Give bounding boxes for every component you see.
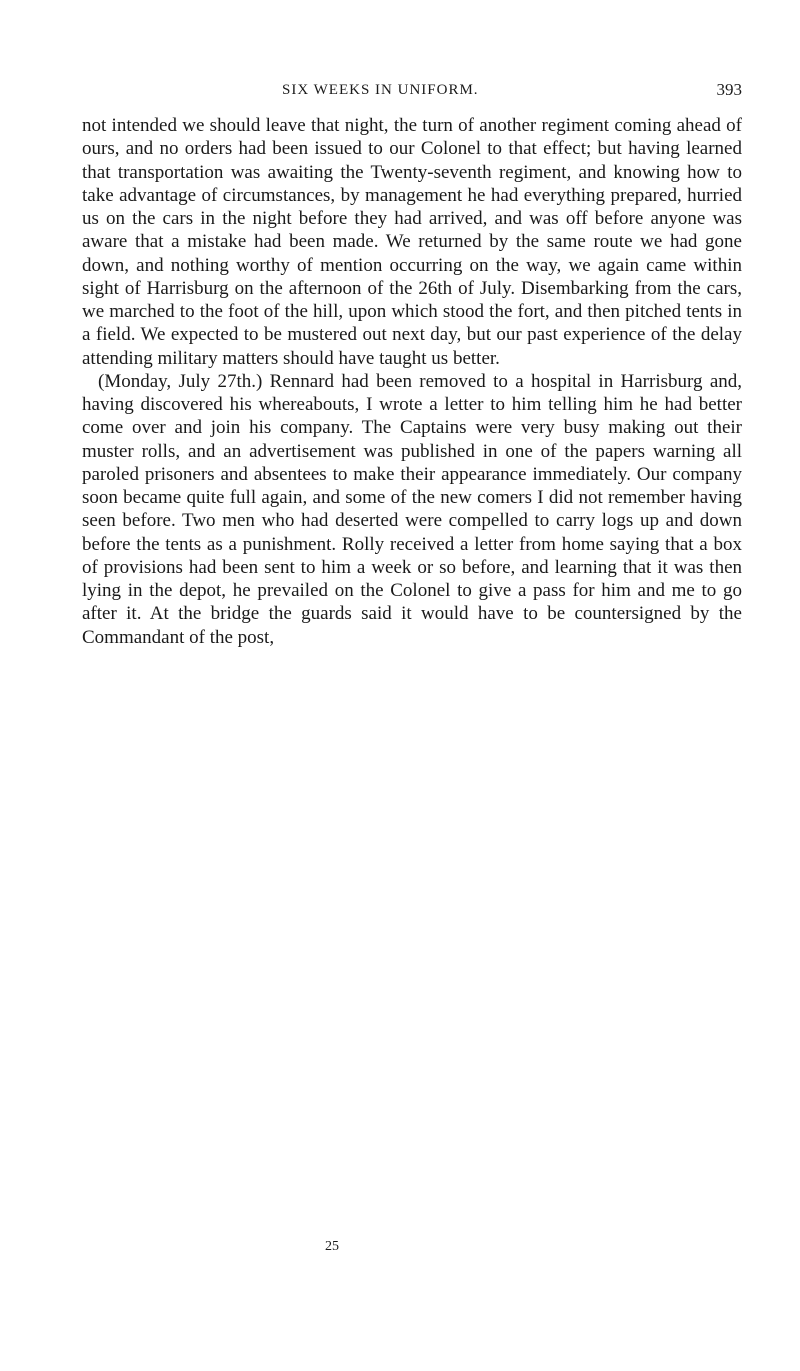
- book-page: [82, 78, 742, 649]
- running-title: SIX WEEKS IN UNIFORM.: [282, 82, 479, 98]
- running-head: [82, 78, 742, 104]
- page-number: 393: [716, 80, 742, 99]
- paragraph-monday: (Monday, July 27th.) Rennard had been removed to a hospital in Harrisburg and, having discovered his whereabouts, I wrote a letter to him telling him he had better come over and join his company. The Captains were very busy making out their muster rolls, and an advertisement was published in one of the papers warning all paroled prisoners and absentees to make their appearance immediately. Our company soon became quite full again, and some of the new comers I did not remember having seen before. Two men who had deserted were compelled to carry logs up and down before the tents as a punishment. Rolly received a letter from home saying that a box of provisions had been sent to him a week or so before, and learning that it was then lying in the depot, he prevailed on the Colonel to give a pass for him and me to go after it. At the bridge the guards said it would have to be countersigned by the Commandant of the post,: [82, 370, 742, 648]
- signature-mark: 25: [325, 1239, 339, 1254]
- body-text: [82, 114, 742, 649]
- paragraph-continuation: not intended we should leave that night, the turn of another regiment coming ahead of ours, and no orders had been issued to our Colonel to that effect; but having learned that transportation was awaiting the Twenty-seventh regiment, and knowing how to take advantage of circumstances, by management he had everything prepared, hurried us on the cars in the night before they had arrived, and was off before anyone was aware that a mistake had been made. We returned by the same route we had gone down, and nothing worthy of mention occurring on the way, we again came within sight of Harrisburg on the afternoon of the 26th of July. Disembarking from the cars, we marched to the foot of the hill, upon which stood the fort, and then pitched tents in a field. We expected to be mustered out next day, but our past experience of the delay attending military matters should have taught us better.: [82, 115, 742, 369]
